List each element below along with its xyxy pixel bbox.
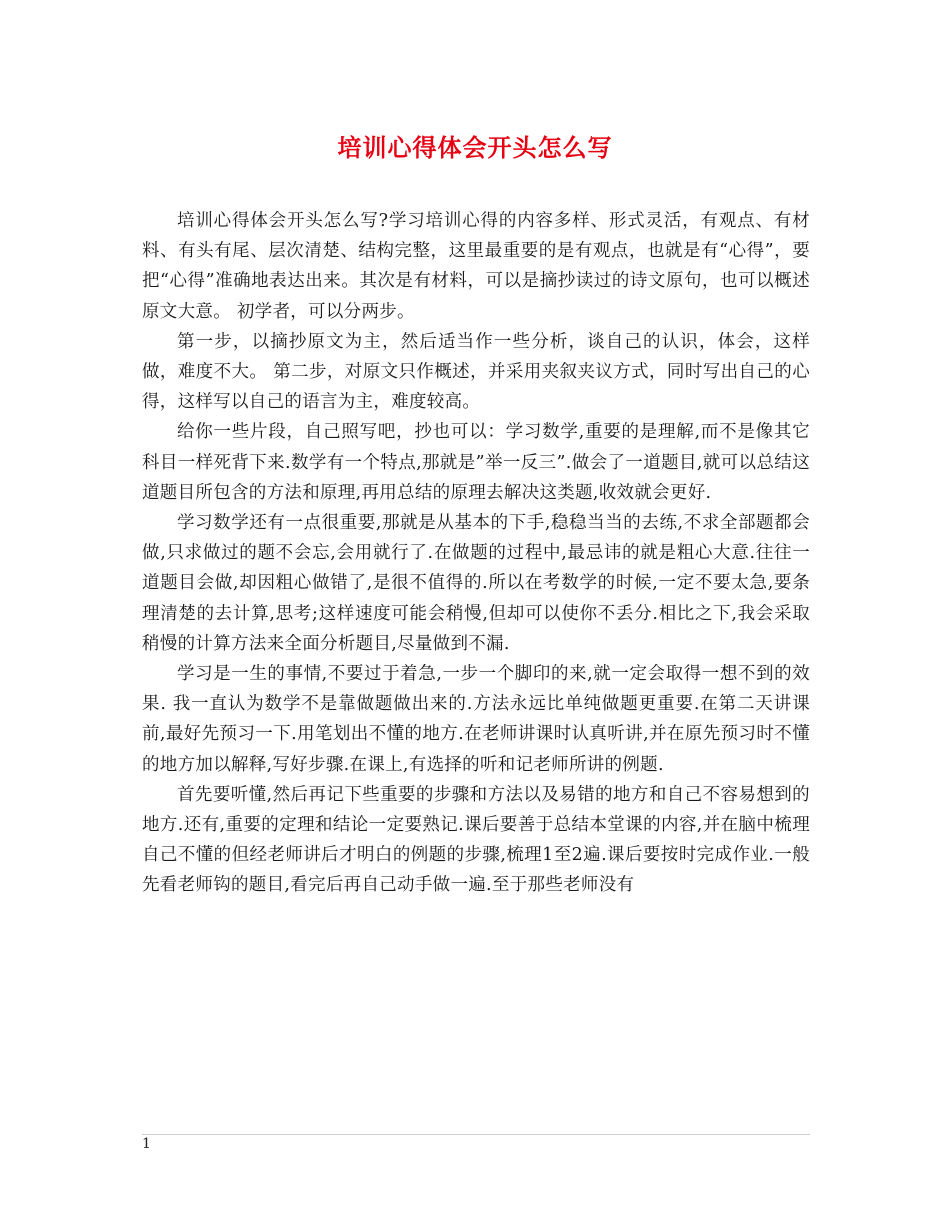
- document-body: [142, 206, 810, 901]
- paragraph-4: 学习数学还有一点很重要,那就是从基本的下手,稳稳当当的去练,不求全部题都会做,只求做过的题不会忘,会用就行了.在做题的过程中,最忌讳的就是粗心大意.往往一道题目会做,却因粗心做错了,是很不值得的.所以在考数学的时候,一定不要太急,要条理清楚的去计算,思考;这样速度可能会稍慢,但却可以使你不丢分.相比之下,我会采取稍慢的计算方法来全面分析题目,尽量做到不漏.: [142, 513, 810, 654]
- paragraph-3: 给你一些片段，自己照写吧，抄也可以：学习数学,重要的是理解,而不是像其它科目一样死背下来.数学有一个特点,那就是”举一反三”.做会了一道题目,就可以总结这道题目所包含的方法和原理,再用总结的原理去解决这类题,收效就会更好.: [142, 422, 810, 503]
- page-title: 培训心得体会开头怎么写: [337, 133, 613, 162]
- paragraph-5: 学习是一生的事情,不要过于着急,一步一个脚印的来,就一定会取得一想不到的效果. 我一直认为数学不是靠做题做出来的.方法永远比单纯做题更重要.在第二天讲课前,最好先预习一下.用笔划出不懂的地方.在老师讲课时认真听讲,并在原先预习时不懂的地方加以解释,写好步骤.在课上,有选择的听和记老师所讲的例题.: [142, 664, 810, 775]
- page-number: 1: [142, 1136, 151, 1152]
- paragraph-1: 培训心得体会开头怎么写?学习培训心得的内容多样、形式灵活，有观点、有材料、有头有尾、层次清楚、结构完整，这里最重要的是有观点，也就是有“心得”，要把“心得”准确地表达出来。其次是有材料，可以是摘抄读过的诗文原句，也可以概述原文大意。 初学者，可以分两步。: [142, 211, 810, 322]
- paragraph-2: 第一步，以摘抄原文为主，然后适当作一些分析，谈自己的认识，体会，这样做，难度不大。 第二步，对原文只作概述，并采用夹叙夹议方式，同时写出自己的心得，这样写以自己的语言为主，难度较高。: [142, 331, 810, 413]
- paragraph-6: 首先要听懂,然后再记下些重要的步骤和方法以及易错的地方和自己不容易想到的地方.还有,重要的定理和结论一定要熟记.课后要善于总结本堂课的内容,并在脑中梳理自己不懂的但经老师讲后才明白的例题的步骤,梳理1至2遍.课后要按时完成作业.一般先看老师钩的题目,看完后再自己动手做一遍.至于那些老师没有: [142, 784, 810, 896]
- footer-divider: [142, 1134, 810, 1135]
